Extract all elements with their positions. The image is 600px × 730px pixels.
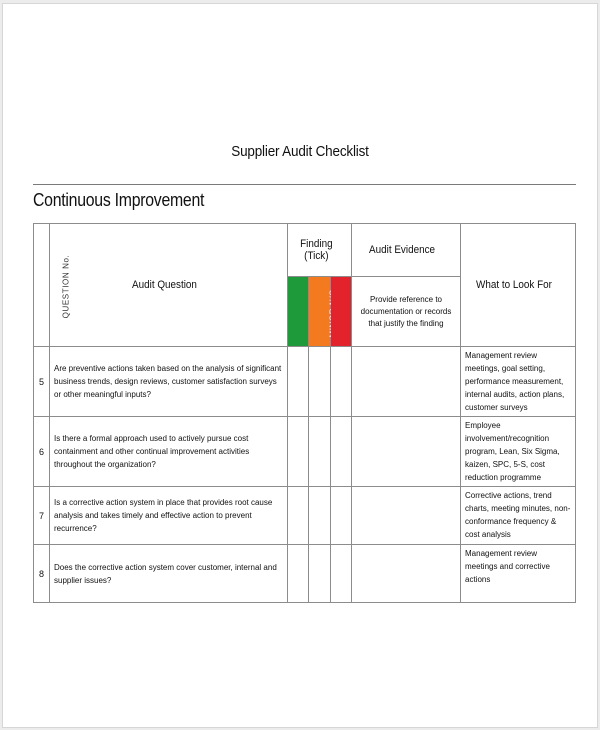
table-row bbox=[34, 347, 576, 417]
audit-question-header: Audit Question bbox=[50, 224, 288, 347]
question-number: 7 bbox=[34, 487, 50, 545]
question-number: 8 bbox=[34, 545, 50, 603]
audit-evidence-cell[interactable] bbox=[352, 487, 461, 545]
compliant-cell[interactable] bbox=[288, 545, 309, 603]
audit-question: Are preventive actions taken based on the analysis of significant business trends, design reviews, customer satisfaction surveys or other meaningful inputs? bbox=[50, 347, 288, 417]
section-title: Continuous Improvement bbox=[33, 190, 205, 210]
major-nc-cell[interactable] bbox=[331, 487, 352, 545]
question-number: 5 bbox=[34, 347, 50, 417]
audit-question: Does the corrective action system cover customer, internal and supplier issues? bbox=[50, 545, 288, 603]
table-row bbox=[34, 545, 576, 603]
what-to-look-for: Employee involvement/recognition program, Lean, Six Sigma, kaizen, SPC, 5-S, cost reduction programme bbox=[461, 417, 576, 487]
what-to-look-for-header: What to Look For bbox=[461, 224, 576, 347]
compliant-header bbox=[288, 277, 309, 347]
audit-checklist-table bbox=[33, 223, 576, 603]
minor-nc-cell[interactable] bbox=[309, 545, 331, 603]
minor-nc-cell[interactable] bbox=[309, 347, 331, 417]
minor-nc-cell[interactable] bbox=[309, 417, 331, 487]
table-row bbox=[34, 487, 576, 545]
major-nc-cell[interactable] bbox=[331, 545, 352, 603]
audit-evidence-header: Audit Evidence bbox=[352, 224, 461, 277]
header-row-top bbox=[34, 224, 576, 277]
compliant-cell[interactable] bbox=[288, 417, 309, 487]
minor-nc-header bbox=[309, 277, 331, 347]
minor-nc-cell[interactable] bbox=[309, 487, 331, 545]
document-title: Supplier Audit Checklist bbox=[231, 143, 369, 160]
compliant-cell[interactable] bbox=[288, 347, 309, 417]
audit-evidence-subheader: Provide reference to documentation or records that justify the finding bbox=[352, 277, 461, 347]
major-nc-cell[interactable] bbox=[331, 347, 352, 417]
what-to-look-for: Management review meetings, goal setting, performance measurement, internal audits, action plans, customer surveys bbox=[461, 347, 576, 417]
compliant-cell[interactable] bbox=[288, 487, 309, 545]
audit-evidence-cell[interactable] bbox=[352, 545, 461, 603]
finding-header: Finding (Tick) bbox=[288, 224, 352, 277]
major-nc-cell[interactable] bbox=[331, 417, 352, 487]
table-row bbox=[34, 417, 576, 487]
major-nc-header: MAJOR N/C bbox=[331, 277, 352, 347]
question-no-header: QUESTION No. bbox=[34, 224, 50, 347]
audit-evidence-cell[interactable] bbox=[352, 417, 461, 487]
title-divider bbox=[33, 184, 576, 185]
audit-question: Is a corrective action system in place that provides root cause analysis and takes timely and effective action to prevent recurrence? bbox=[50, 487, 288, 545]
audit-evidence-cell[interactable] bbox=[352, 347, 461, 417]
what-to-look-for: Corrective actions, trend charts, meeting minutes, non-conformance frequency & cost analysis bbox=[461, 487, 576, 545]
question-number: 6 bbox=[34, 417, 50, 487]
audit-question: Is there a formal approach used to actively pursue cost containment and other continual improvement activities throughout the organization? bbox=[50, 417, 288, 487]
what-to-look-for: Management review meetings and corrective actions bbox=[461, 545, 576, 603]
